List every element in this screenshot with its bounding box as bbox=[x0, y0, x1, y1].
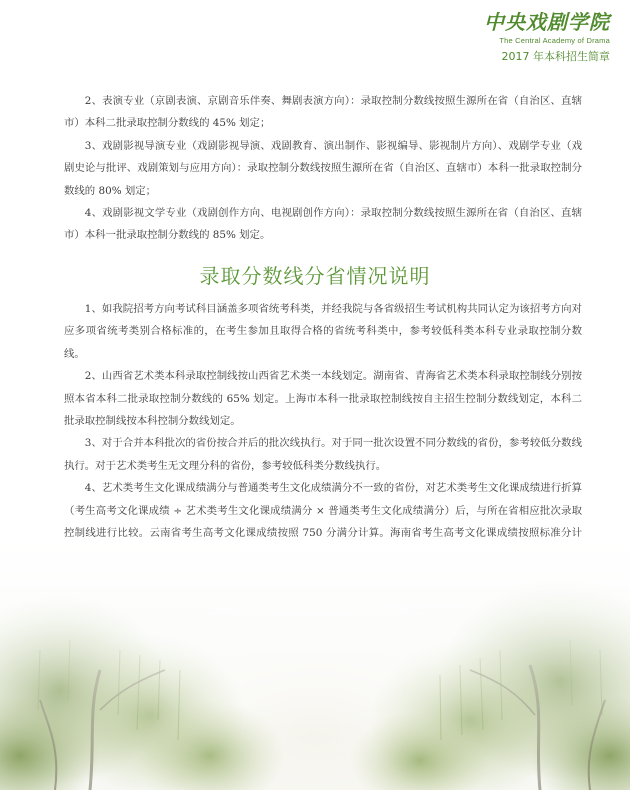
academy-english-name: The Central Academy of Drama bbox=[499, 36, 610, 45]
trees-background-image bbox=[0, 540, 630, 790]
academy-logo: 中央戏剧学院 bbox=[484, 10, 610, 34]
section-heading: 录取分数线分省情况说明 bbox=[199, 264, 431, 288]
paragraph: 1、如我院招考方向考试科目涵盖多项省统考科类，并经我院与各省级招生考试机构共同认定为该招考方向对应多项省统考类别合格标准的，在考生参加且取得合格的省统考科类中，参考较低科类本科专业录取控制分数线。 bbox=[64, 303, 582, 360]
brochure-title: 2017 年本科招生简章 bbox=[501, 50, 610, 63]
brochure-header bbox=[484, 10, 610, 64]
paragraph: 2、表演专业（京剧表演、京剧音乐伴奏、舞剧表演方向）：录取控制分数线按照生源所在省（自治区、直辖市）本科二批录取控制分数线的 45% 划定； bbox=[64, 95, 582, 130]
paragraph: 4、戏剧影视文学专业（戏剧创作方向、电视剧创作方向）：录取控制分数线按照生源所在省（自治区、直辖市）本科一批录取控制分数线的 85% 划定。 bbox=[64, 207, 582, 242]
paragraph: 3、戏剧影视导演专业（戏剧影视导演、戏剧教育、演出制作、影视编导、影视制片方向）、戏剧学专业（戏剧史论与批评、戏剧策划与应用方向）：录取控制分数线按照生源所在省（自治区、直辖市）本科一批录取控制分数线的 80% 划定； bbox=[64, 139, 582, 197]
province-score-notes bbox=[64, 298, 582, 567]
paragraph: 2、山西省艺术类本科录取控制线按山西省艺术类一本线划定。湖南省、青海省艺术类本科录取控制线分别按照本省本科二批录取控制分数线的 65% 划定。上海市本科一批录取控制线按自主招生控制分数线划定，本科二批录取控制线按本科控制分数线划定。 bbox=[64, 370, 582, 428]
major-score-rules bbox=[64, 90, 582, 247]
paragraph: 3、对于合并本科批次的省份按合并后的批次线执行。对于同一批次设置不同分数线的省份，参考较低分数线执行。对于艺术类考生无文理分科的省份，参考较低科类分数线执行。 bbox=[64, 437, 582, 472]
paragraph: 4、艺术类考生文化课成绩满分与普通类考生文化成绩满分不一致的省份，对艺术类考生文化课成绩进行折算（考生高考文化课成绩 ÷ 艺术类考生文化课成绩满分 × 普通类考生文化成绩满分）后，与所在省相应批次录取控制线进行比较。云南省考生高考文化课成绩按照 750 分满分计算。海南省考生高考文化课成绩按照标准分计 bbox=[64, 482, 582, 540]
